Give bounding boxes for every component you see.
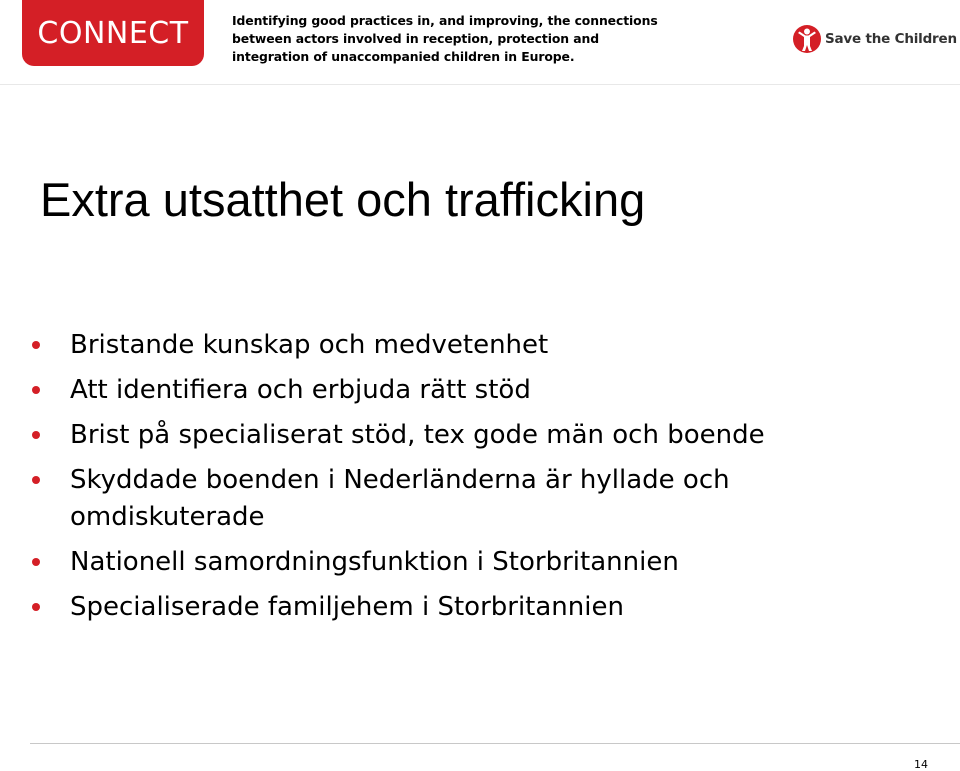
tagline-line: Identifying good practices in, and improving, the connections	[232, 13, 658, 28]
footer-divider	[30, 743, 960, 744]
bullet-item	[28, 417, 928, 454]
bullet-dot-icon	[32, 386, 40, 394]
bullet-item	[28, 372, 928, 409]
tagline-line: between actors involved in reception, protection and	[232, 31, 599, 46]
bullet-dot-icon	[32, 341, 40, 349]
header-divider	[0, 84, 960, 85]
save-the-children-figure-icon	[792, 24, 822, 54]
bullet-dot-icon	[32, 558, 40, 566]
slide-header	[0, 0, 960, 78]
project-tagline	[232, 12, 658, 66]
bullet-text: Att identifiera och erbjuda rätt stöd	[70, 375, 531, 405]
bullet-text: Nationell samordningsfunktion i Storbritannien	[70, 547, 679, 577]
bullet-text: Specialiserade familjehem i Storbritannien	[70, 592, 624, 622]
connect-logo	[22, 0, 204, 66]
bullet-list	[28, 327, 928, 634]
connect-logo-text: CONNECT	[37, 15, 189, 51]
bullet-item	[28, 462, 928, 536]
tagline-line: integration of unaccompanied children in Europe.	[232, 49, 575, 64]
slide-title: Extra utsatthet och trafficking	[40, 173, 646, 226]
bullet-text: Brist på specialiserat stöd, tex gode män och boende	[70, 420, 765, 450]
bullet-dot-icon	[32, 603, 40, 611]
bullet-dot-icon	[32, 476, 40, 484]
save-the-children-logo	[792, 24, 957, 54]
bullet-text: Bristande kunskap och medvetenhet	[70, 330, 549, 360]
bullet-dot-icon	[32, 431, 40, 439]
bullet-text: Skyddade boenden i Nederländerna är hyllade och omdiskuterade	[70, 465, 730, 532]
save-the-children-logo-text: Save the Children	[825, 31, 957, 47]
page-number: 14	[914, 758, 928, 771]
bullet-item	[28, 589, 928, 626]
bullet-item	[28, 544, 928, 581]
bullet-item	[28, 327, 928, 364]
